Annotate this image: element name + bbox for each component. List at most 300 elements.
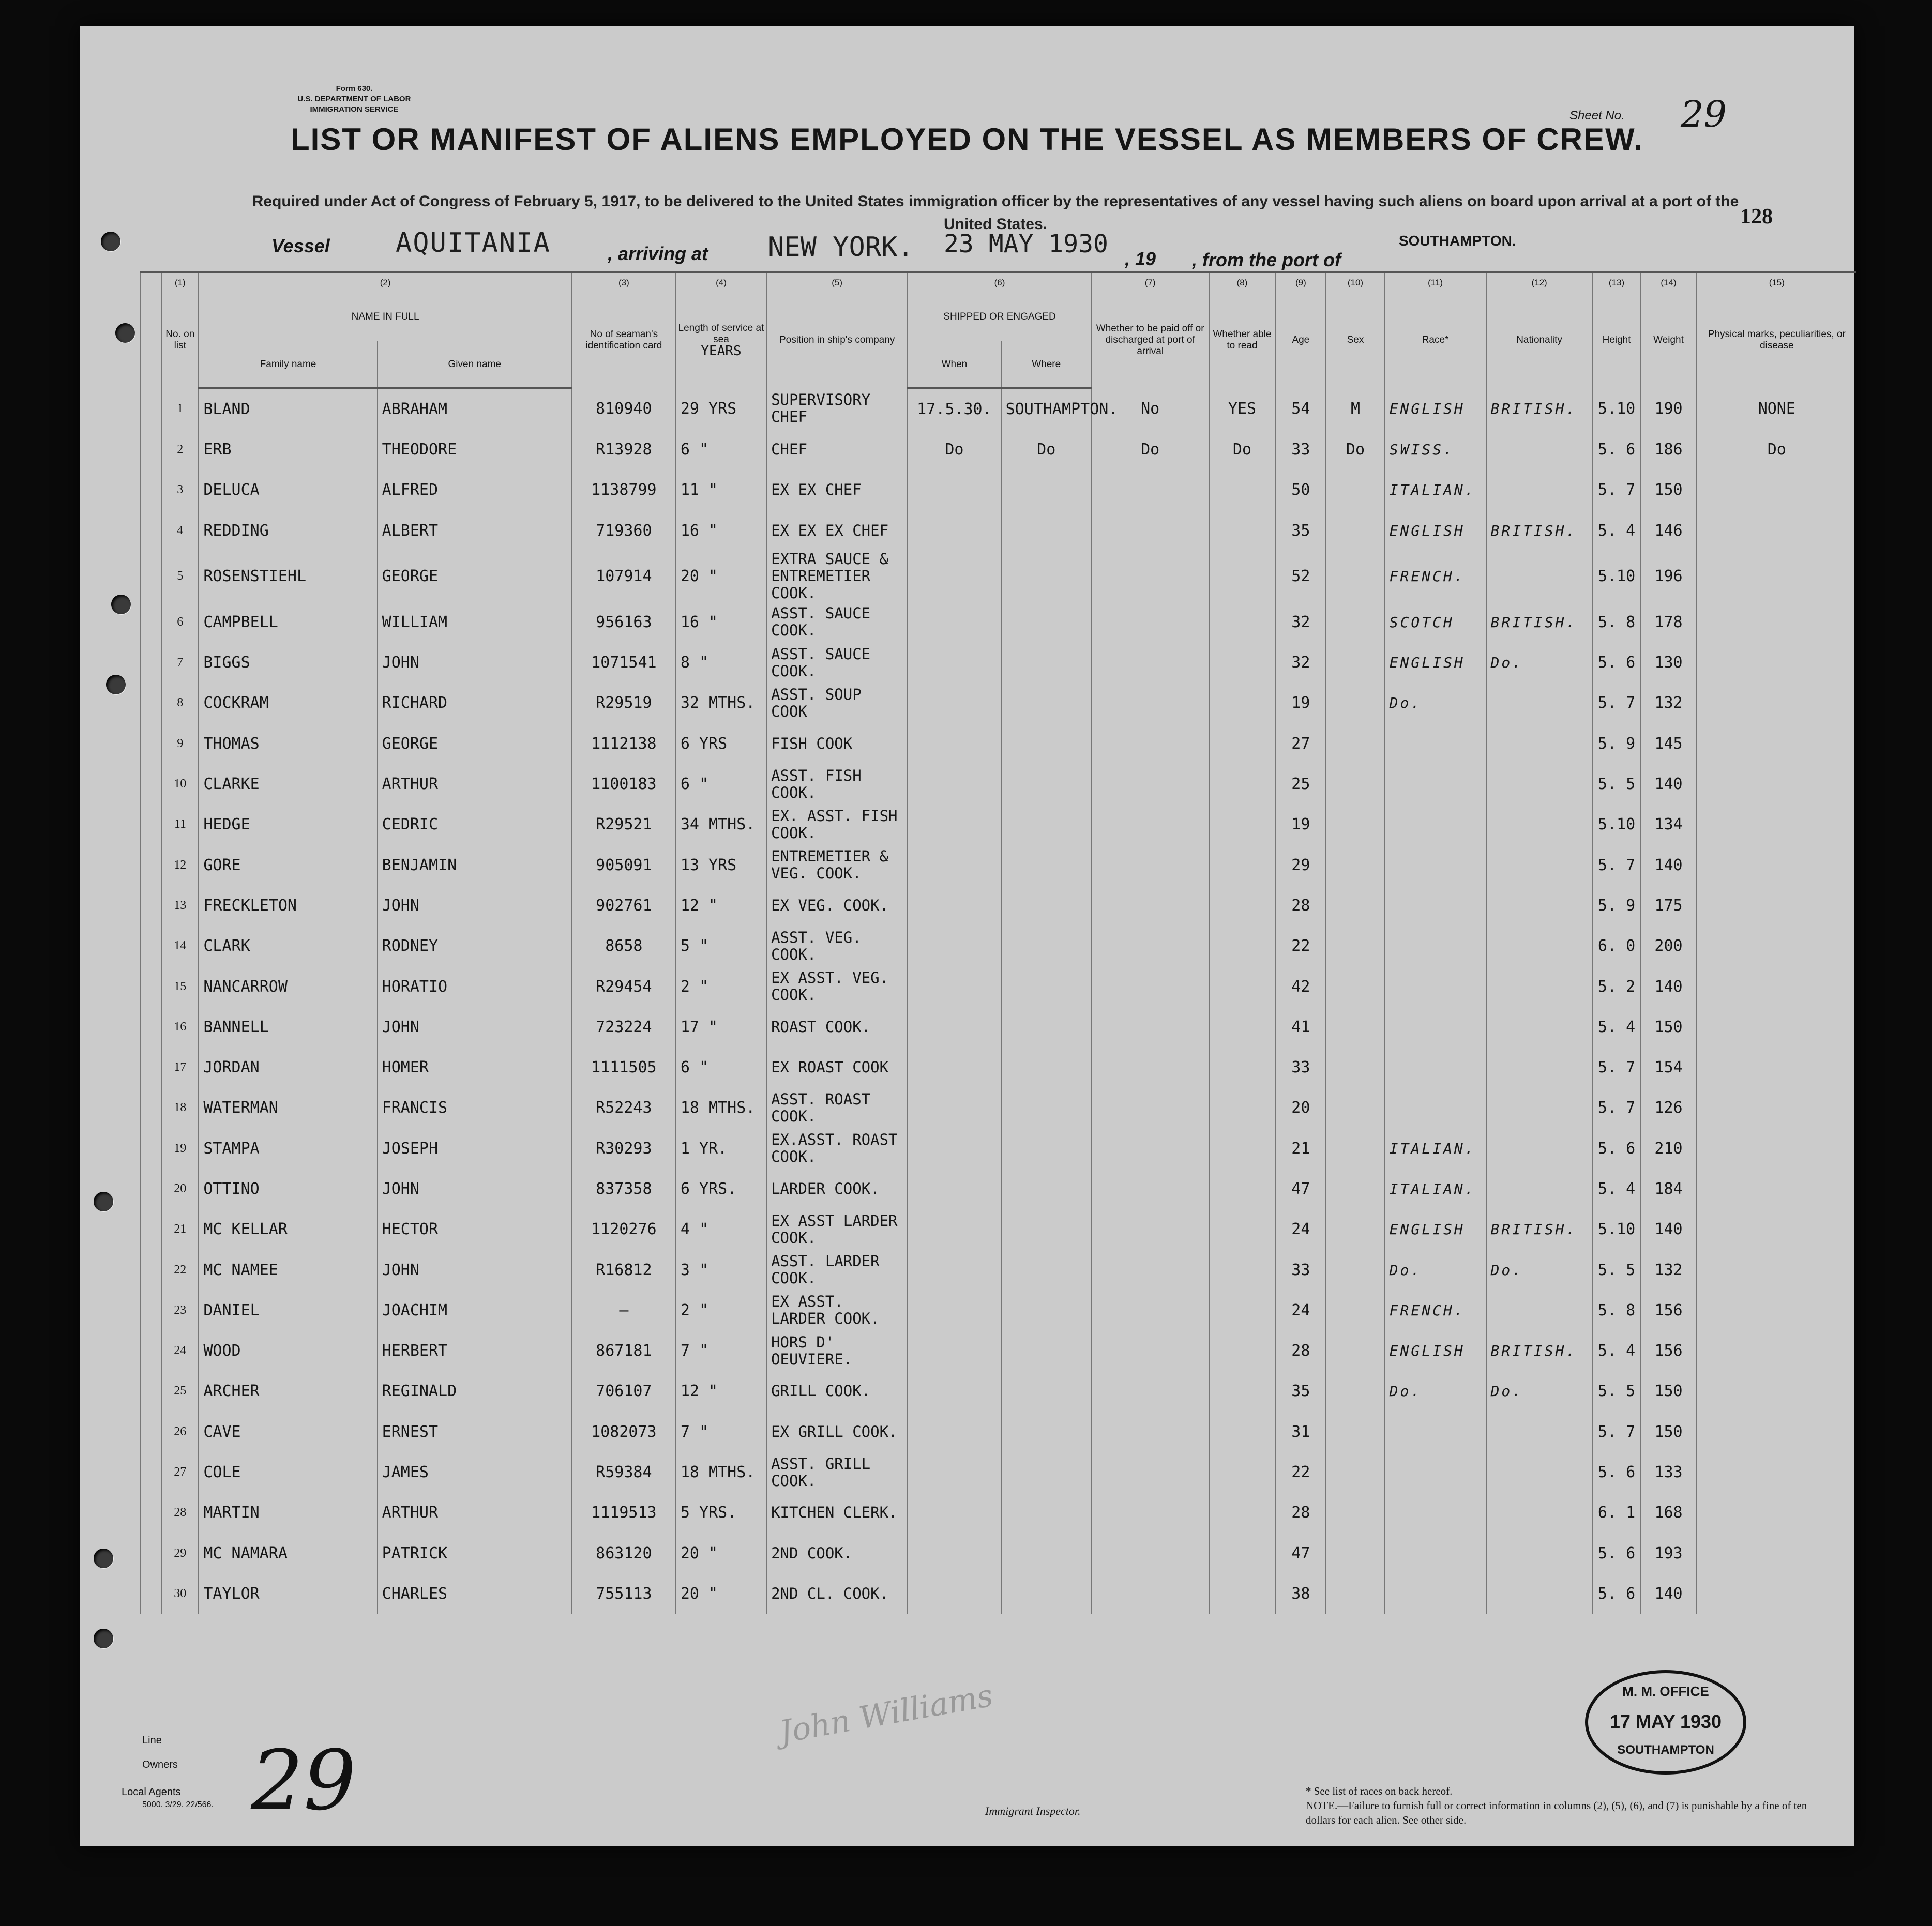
cell-weight: 150 [1640,1007,1696,1047]
cell-card: 863120 [572,1533,676,1573]
cell-family: ROSENSTIEHL [199,551,377,602]
cell-marks [1697,1209,1856,1250]
table-row [140,926,1856,966]
table-row [140,429,1856,469]
crew-manifest-table [140,271,1856,1614]
cell-read [1209,926,1276,966]
cell-age: 21 [1275,1128,1326,1169]
cell-service: 18 MTHS. [676,1452,766,1492]
length-service-note: YEARS [701,343,742,359]
cell-marks [1697,551,1856,602]
cell-card: 1138799 [572,470,676,510]
cell-family: JORDAN [199,1047,377,1087]
cell-race [1385,805,1486,845]
cell-height: 5.10 [1593,1209,1641,1250]
cell-idx: 24 [161,1331,199,1371]
cell-age: 20 [1275,1088,1326,1128]
cell-family: BIGGS [199,642,377,683]
cell-age: 42 [1275,966,1326,1007]
cell-where [1001,845,1092,885]
cell-nationality [1486,1412,1593,1452]
print-code: 5000. 3/29. 22/566. [142,1800,214,1809]
cell-family: MC KELLAR [199,1209,377,1250]
cell-service: 16 " [676,510,766,551]
service: IMMIGRATION SERVICE [310,105,399,114]
punch-hole [106,675,126,694]
cell-height: 5.10 [1593,551,1641,602]
footer-notes [1306,1784,1838,1827]
cell-read [1209,805,1276,845]
cell-race [1385,723,1486,764]
cell-read [1209,966,1276,1007]
cell-family: STAMPA [199,1128,377,1169]
cell-sex [1326,926,1384,966]
cell-age: 25 [1275,764,1326,804]
cell-sex [1326,1493,1384,1533]
cell-marks [1697,1088,1856,1128]
cell-read [1209,845,1276,885]
header-name-in-full: NAME IN FULL [199,293,572,341]
cell-race: SWISS. [1385,429,1486,469]
punch-hole [111,595,131,614]
cell-sex [1326,1573,1384,1614]
cell-family: MC NAMARA [199,1533,377,1573]
cell-nationality [1486,1128,1593,1169]
cell-idx: 30 [161,1573,199,1614]
cell-where [1001,805,1092,845]
cell-when [908,1371,1001,1412]
cell-position: EX EX CHEF [766,470,908,510]
header-no-on-list: No. on list [161,293,199,388]
cell-where [1001,966,1092,1007]
length-service-text: Length of service at sea [678,322,764,345]
header-race: Race* [1385,293,1486,388]
cell-when: Do [908,429,1001,469]
cell-marks [1697,1533,1856,1573]
cell-height: 5. 7 [1593,470,1641,510]
cell-read [1209,1452,1276,1492]
cell-height: 5. 7 [1593,1088,1641,1128]
cell-age: 33 [1275,1047,1326,1087]
header-able-read: Whether able to read [1209,293,1276,388]
cell-read [1209,1088,1276,1128]
cell-family: WATERMAN [199,1088,377,1128]
cell-race: FRENCH. [1385,1290,1486,1330]
cell-nationality: Do. [1486,642,1593,683]
cell-position: EXTRA SAUCE & ENTREMETIER COOK. [766,551,908,602]
document-title: LIST OR MANIFEST OF ALIENS EMPLOYED ON THE VESSEL AS MEMBERS OF CREW. [291,122,1643,157]
cell-given: HORATIO [378,966,572,1007]
cell-card: 723224 [572,1007,676,1047]
cell-read [1209,1047,1276,1087]
races-note: * See list of races on back hereof. [1306,1785,1453,1797]
cell-given: JOHN [378,642,572,683]
cell-idx: 15 [161,966,199,1007]
cell-sex [1326,1290,1384,1330]
cell-when [908,470,1001,510]
cell-idx: 22 [161,1250,199,1290]
cell-family: THOMAS [199,723,377,764]
cell-card: R16812 [572,1250,676,1290]
cell-service: 8 " [676,642,766,683]
header-id-card: No of seaman's identification card [572,293,676,388]
cell-card: R29521 [572,805,676,845]
cell-paid [1092,1088,1209,1128]
cell-given: RODNEY [378,926,572,966]
punch-hole [94,1192,113,1211]
cell-race: ENGLISH [1385,1331,1486,1371]
cell-when [908,1209,1001,1250]
cell-paid [1092,1493,1209,1533]
cell-position: EX.ASST. ROAST COOK. [766,1128,908,1169]
cell-given: REGINALD [378,1371,572,1412]
stamp-office: M. M. OFFICE [1622,1684,1709,1699]
cell-race [1385,885,1486,926]
cell-age: 32 [1275,642,1326,683]
cell-paid [1092,470,1209,510]
cell-service: 20 " [676,551,766,602]
table-row [140,1088,1856,1128]
cell-nationality [1486,1047,1593,1087]
cell-service: 4 " [676,1209,766,1250]
cell-weight: 140 [1640,1209,1696,1250]
cell-race [1385,1047,1486,1087]
cell-where [1001,885,1092,926]
cell-family: MC NAMEE [199,1250,377,1290]
cell-height: 5. 7 [1593,683,1641,723]
cell-position: CHEF [766,429,908,469]
cell-sex [1326,1250,1384,1290]
cell-where [1001,1047,1092,1087]
cell-age: 19 [1275,805,1326,845]
vessel-name: AQUITANIA [396,228,551,259]
cell-when [908,1047,1001,1087]
cell-height: 5.10 [1593,805,1641,845]
cell-age: 22 [1275,926,1326,966]
cell-paid [1092,1452,1209,1492]
cell-when [908,845,1001,885]
cell-family: DELUCA [199,470,377,510]
cell-where [1001,470,1092,510]
cell-paid [1092,966,1209,1007]
cell-paid [1092,1209,1209,1250]
cell-family: TAYLOR [199,1573,377,1614]
cell-paid [1092,885,1209,926]
cell-service: 6 " [676,429,766,469]
header-age: Age [1275,293,1326,388]
header-position: Position in ship's company [766,293,908,388]
cell-read [1209,470,1276,510]
cell-position: ASST. SOUP COOK [766,683,908,723]
cell-service: 20 " [676,1533,766,1573]
cell-position: ENTREMETIER & VEG. COOK. [766,845,908,885]
table-row [140,1331,1856,1371]
cell-when [908,1452,1001,1492]
cell-when [908,1007,1001,1047]
cell-family: CLARKE [199,764,377,804]
cell-sex [1326,845,1384,885]
cell-where [1001,551,1092,602]
cell-family: CAVE [199,1412,377,1452]
cell-sex: Do [1326,429,1384,469]
cell-read [1209,1573,1276,1614]
cell-position: ASST. FISH COOK. [766,764,908,804]
cell-weight: 140 [1640,966,1696,1007]
cell-idx: 18 [161,1088,199,1128]
table-row [140,966,1856,1007]
cell-sex [1326,1169,1384,1209]
cell-where [1001,764,1092,804]
cell-height: 5. 6 [1593,429,1641,469]
cell-position: GRILL COOK. [766,1371,908,1412]
cell-where [1001,1209,1092,1250]
cell-age: 22 [1275,1452,1326,1492]
cell-height: 5. 4 [1593,1331,1641,1371]
cell-card: R30293 [572,1128,676,1169]
cell-position: ROAST COOK. [766,1007,908,1047]
cell-where [1001,602,1092,642]
cell-nationality [1486,926,1593,966]
cell-height: 5. 7 [1593,845,1641,885]
cell-position: EX EX EX CHEF [766,510,908,551]
cell-given: JOSEPH [378,1128,572,1169]
cell-where [1001,1088,1092,1128]
cell-sex [1326,1371,1384,1412]
cell-paid [1092,805,1209,845]
cell-given: ABRAHAM [378,388,572,430]
cell-when [908,885,1001,926]
cell-where [1001,1331,1092,1371]
cell-race [1385,1007,1486,1047]
cell-when [908,510,1001,551]
cell-service: 6 " [676,764,766,804]
cell-marks [1697,1250,1856,1290]
cell-position: HORS D' OEUVIERE. [766,1331,908,1371]
cell-age: 54 [1275,388,1326,430]
cell-read [1209,602,1276,642]
punch-hole [115,323,135,343]
cell-idx: 13 [161,885,199,926]
sheet-no-label: Sheet No. [1569,109,1625,123]
cell-given: JOHN [378,1250,572,1290]
col-num-8: (8) [1209,272,1276,293]
cell-service: 29 YRS [676,388,766,430]
cell-card: 810940 [572,388,676,430]
cell-height: 5. 8 [1593,602,1641,642]
cell-card: 8658 [572,926,676,966]
cell-when [908,683,1001,723]
cell-position: ASST. SAUCE COOK. [766,642,908,683]
cell-family: DANIEL [199,1290,377,1330]
cell-race [1385,1452,1486,1492]
cell-position: EX. ASST. FISH COOK. [766,805,908,845]
cell-sex [1326,885,1384,926]
cell-age: 27 [1275,723,1326,764]
cell-marks [1697,683,1856,723]
cell-idx: 9 [161,723,199,764]
cell-weight: 154 [1640,1047,1696,1087]
table-row [140,683,1856,723]
cell-read [1209,764,1276,804]
cell-nationality [1486,470,1593,510]
cell-weight: 140 [1640,845,1696,885]
cell-sex [1326,1412,1384,1452]
cell-race [1385,966,1486,1007]
col-num-13: (13) [1593,272,1641,293]
cell-service: 1 YR. [676,1128,766,1169]
cell-weight: 132 [1640,1250,1696,1290]
cell-age: 33 [1275,1250,1326,1290]
cell-given: CEDRIC [378,805,572,845]
cell-card: 1082073 [572,1412,676,1452]
cell-card: — [572,1290,676,1330]
cell-paid [1092,723,1209,764]
cell-paid [1092,845,1209,885]
cell-given: WILLIAM [378,602,572,642]
cell-position: EX ROAST COOK [766,1047,908,1087]
table-row [140,1452,1856,1492]
cell-where [1001,1007,1092,1047]
cell-given: CHARLES [378,1573,572,1614]
cell-weight: 156 [1640,1290,1696,1330]
col-num-9: (9) [1275,272,1326,293]
cell-when [908,805,1001,845]
cell-service: 12 " [676,885,766,926]
col-num-11: (11) [1385,272,1486,293]
cell-race: ENGLISH [1385,1209,1486,1250]
table-row [140,723,1856,764]
cell-card: R29454 [572,966,676,1007]
cell-given: JAMES [378,1452,572,1492]
cell-idx: 3 [161,470,199,510]
cell-paid [1092,1573,1209,1614]
cell-card: 107914 [572,551,676,602]
cell-given: JOHN [378,885,572,926]
cell-marks: NONE [1697,388,1856,430]
cell-service: 5 " [676,926,766,966]
cell-read: YES [1209,388,1276,430]
cell-nationality [1486,1573,1593,1614]
cell-idx: 4 [161,510,199,551]
cell-position: EX ASST. VEG. COOK. [766,966,908,1007]
cell-paid [1092,602,1209,642]
cell-service: 6 YRS [676,723,766,764]
cell-when [908,1128,1001,1169]
cell-age: 47 [1275,1169,1326,1209]
table-row [140,1290,1856,1330]
cell-family: COLE [199,1452,377,1492]
table-row [140,885,1856,926]
cell-sex [1326,683,1384,723]
cell-marks [1697,805,1856,845]
cell-nationality: Do. [1486,1250,1593,1290]
cell-marks [1697,885,1856,926]
cell-when [908,764,1001,804]
cell-sex [1326,1452,1384,1492]
cell-where [1001,1128,1092,1169]
cell-age: 24 [1275,1290,1326,1330]
cell-nationality [1486,885,1593,926]
cell-marks [1697,1169,1856,1209]
cell-nationality [1486,1452,1593,1492]
cell-paid [1092,1412,1209,1452]
penalty-note: NOTE.—Failure to furnish full or correct information in columns (2), (5), (6), and (7) is punishable by a fine of ten dollars for each alien. See other side. [1306,1799,1807,1826]
table-row [140,1493,1856,1533]
cell-given: ALFRED [378,470,572,510]
cell-weight: 168 [1640,1493,1696,1533]
cell-where [1001,1533,1092,1573]
cell-when [908,1250,1001,1290]
cell-when [908,1412,1001,1452]
col-num-10: (10) [1326,272,1384,293]
cell-nationality [1486,429,1593,469]
cell-height: 5. 4 [1593,1169,1641,1209]
cell-given: ARTHUR [378,764,572,804]
table-row [140,1412,1856,1452]
cell-card: R52243 [572,1088,676,1128]
cell-where [1001,1573,1092,1614]
cell-height: 5. 9 [1593,723,1641,764]
cell-idx: 19 [161,1128,199,1169]
cell-age: 31 [1275,1412,1326,1452]
cell-marks [1697,470,1856,510]
cell-weight: 150 [1640,470,1696,510]
office-stamp [1585,1670,1746,1775]
cell-nationality: BRITISH. [1486,602,1593,642]
cell-sex [1326,1209,1384,1250]
cell-service: 16 " [676,602,766,642]
cell-marks: Do [1697,429,1856,469]
sheet-no-value: 29 [1681,93,1727,135]
cell-height: 6. 0 [1593,926,1641,966]
cell-read [1209,683,1276,723]
cell-where [1001,1412,1092,1452]
cell-position: 2ND CL. COOK. [766,1573,908,1614]
form-identifier [287,84,421,115]
cell-service: 32 MTHS. [676,683,766,723]
cell-age: 50 [1275,470,1326,510]
cell-card: 902761 [572,885,676,926]
cell-marks [1697,1573,1856,1614]
col-num-6: (6) [908,272,1092,293]
cell-height: 6. 1 [1593,1493,1641,1533]
cell-where [1001,1290,1092,1330]
header-weight: Weight [1640,293,1696,388]
line-label: Line [142,1735,162,1746]
cell-where [1001,1452,1092,1492]
cell-where [1001,1250,1092,1290]
cell-given: JOHN [378,1007,572,1047]
cell-weight: 196 [1640,551,1696,602]
cell-family: HEDGE [199,805,377,845]
cell-position: EX ASST LARDER COOK. [766,1209,908,1250]
table-row [140,642,1856,683]
cell-idx: 14 [161,926,199,966]
cell-idx: 7 [161,642,199,683]
cell-age: 29 [1275,845,1326,885]
cell-age: 38 [1275,1573,1326,1614]
cell-family: BLAND [199,388,377,430]
cell-family: GORE [199,845,377,885]
cell-service: 13 YRS [676,845,766,885]
cell-height: 5. 6 [1593,1128,1641,1169]
cell-nationality [1486,1290,1593,1330]
cell-position: EX ASST. LARDER COOK. [766,1290,908,1330]
cell-sex [1326,1088,1384,1128]
cell-weight: 145 [1640,723,1696,764]
from-port-label: , from the port of [1192,249,1341,270]
cell-race [1385,1088,1486,1128]
